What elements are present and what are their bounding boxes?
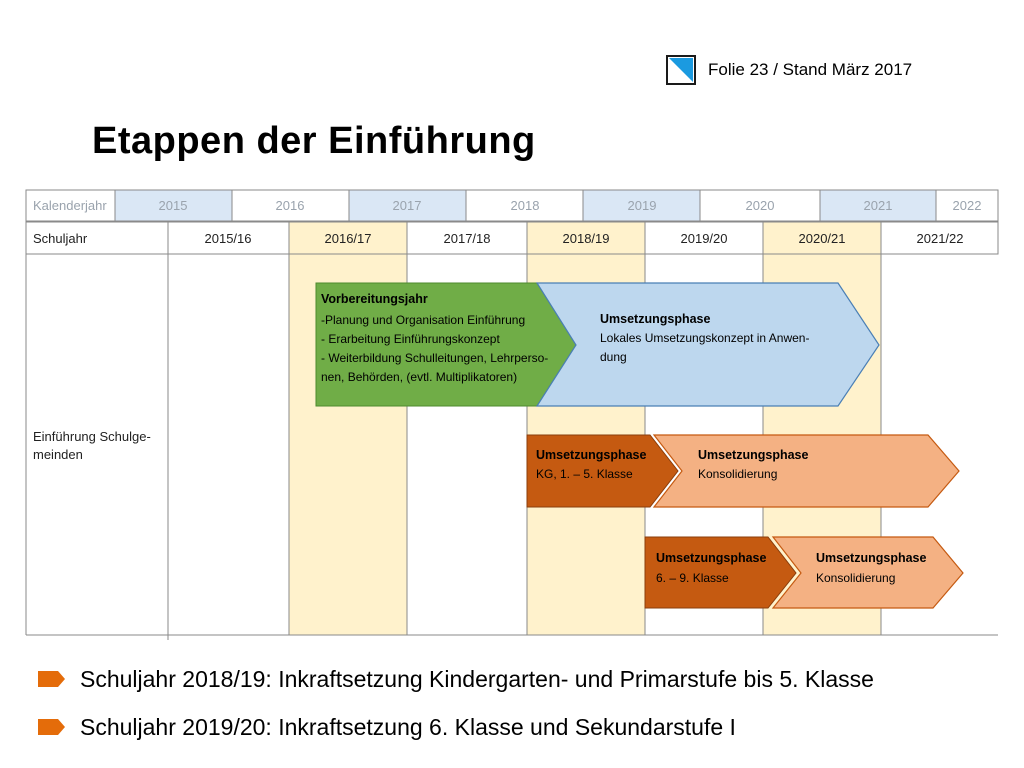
calendar-year-2018: 2018 (510, 198, 540, 213)
phase-preparation-title: Vorbereitungsjahr (321, 292, 428, 306)
phase-preparation-line4: nen, Behörden, (evtl. Multiplikatoren) (321, 370, 518, 384)
phase-consolidation-2-line1: Konsolidierung (816, 571, 896, 585)
slide-number-label: Folie 23 / Stand März 2017 (708, 60, 913, 79)
schoolyear-2016-17: 2016/17 (324, 231, 372, 246)
row-label-line2: meinden (33, 447, 83, 462)
bullet-text: Schuljahr 2018/19: Inkraftsetzung Kindergarten- und Primarstufe bis 5. Klasse (80, 665, 874, 692)
phase-implementation-local (537, 283, 879, 406)
bullet-item (38, 655, 874, 703)
bullet-text: Schuljahr 2019/20: Inkraftsetzung 6. Klasse und Sekundarstufe I (80, 713, 736, 740)
calendar-year-2021: 2021 (863, 198, 893, 213)
phase-implementation-local-title: Umsetzungsphase (600, 312, 711, 326)
phase-implementation-kg-line1: KG, 1. – 5. Klasse (536, 467, 633, 481)
schoolyear-label: Schuljahr (33, 231, 88, 246)
schoolyear-2017-18: 2017/18 (443, 231, 491, 246)
calendar-year-2022: 2022 (952, 198, 982, 213)
phase-preparation (316, 283, 576, 406)
phase-implementation-local-line2: dung (600, 350, 627, 364)
calendar-year-2015: 2015 (158, 198, 188, 213)
phase-preparation-line2: - Erarbeitung Einführungskonzept (321, 332, 500, 346)
phase-consolidation-1-line1: Konsolidierung (698, 467, 778, 481)
phase-implementation-69 (645, 537, 796, 608)
phase-consolidation-2 (773, 537, 963, 608)
phase-implementation-kg-title: Umsetzungsphase (536, 448, 647, 462)
schoolyear-2019-20: 2019/20 (680, 231, 728, 246)
calendar-year-2020: 2020 (745, 198, 775, 213)
bullet-item (38, 703, 874, 751)
page-title: Etappen der Einführung (92, 120, 536, 162)
phase-consolidation-1 (654, 435, 959, 507)
schoolyear-2021-22: 2021/22 (916, 231, 964, 246)
phase-consolidation-1-title: Umsetzungsphase (698, 448, 809, 462)
bullet-list (38, 655, 874, 751)
phase-preparation-line3: - Weiterbildung Schulleitungen, Lehrperso- (321, 351, 549, 365)
row-label-line1: Einführung Schulge- (33, 429, 151, 444)
phase-implementation-local-line1: Lokales Umsetzungskonzept in Anwen- (600, 331, 810, 345)
phase-consolidation-2-title: Umsetzungsphase (816, 551, 927, 565)
bullet-arrow-icon (38, 669, 66, 689)
calendar-row (26, 190, 998, 221)
calendar-label: Kalenderjahr (33, 198, 107, 213)
phase-implementation-kg (527, 435, 678, 507)
schoolyear-2020-21: 2020/21 (798, 231, 846, 246)
phase-preparation-line1: -Planung und Organisation Einführung (321, 313, 526, 327)
phase-implementation-69-line1: 6. – 9. Klasse (656, 571, 729, 585)
calendar-year-2019: 2019 (627, 198, 657, 213)
calendar-year-2016: 2016 (275, 198, 305, 213)
calendar-year-2017: 2017 (392, 198, 422, 213)
phase-implementation-69-title: Umsetzungsphase (656, 551, 767, 565)
bullet-arrow-icon (38, 717, 66, 737)
schoolyear-2018-19: 2018/19 (562, 231, 610, 246)
schoolyear-2015-16: 2015/16 (204, 231, 252, 246)
